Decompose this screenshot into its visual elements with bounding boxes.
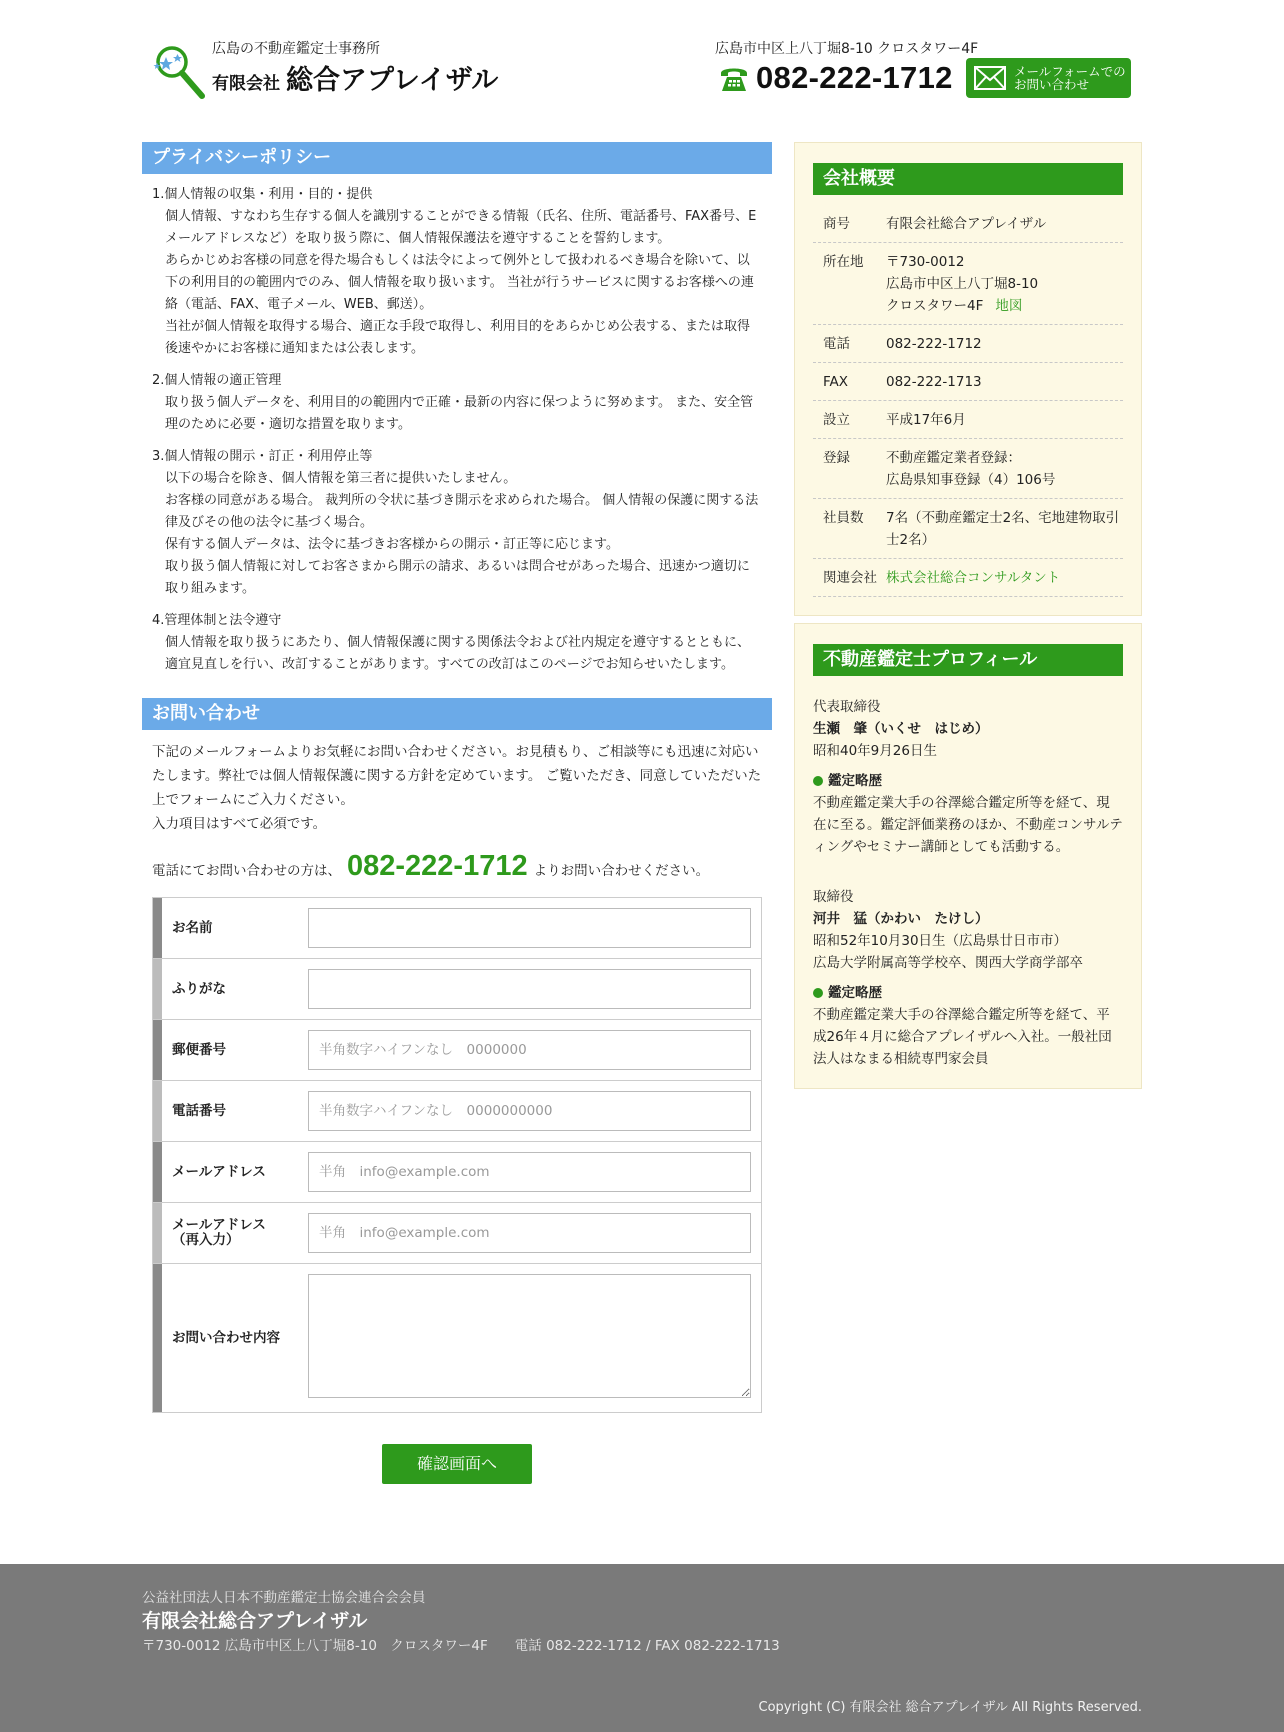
- related-company-link[interactable]: 株式会社総合コンサルタント: [886, 570, 1061, 586]
- contact-title: お問い合わせ: [142, 698, 772, 730]
- main-content: [142, 142, 772, 1484]
- row-key: 電話: [823, 336, 850, 352]
- table-row: [813, 559, 1123, 597]
- row-value: 082-222-1712: [886, 336, 982, 352]
- person-role: 代表取締役: [813, 699, 881, 715]
- form-row-postal: [153, 1020, 761, 1081]
- site-footer: [0, 1564, 1284, 1732]
- form-row-email-confirm: [153, 1203, 761, 1264]
- logo-company-prefix: 有限会社: [212, 74, 280, 94]
- furigana-input[interactable]: [308, 969, 751, 1009]
- logo-company-name[interactable]: [212, 58, 498, 97]
- envelope-icon: [974, 66, 1006, 90]
- address-line: 広島市中区上八丁堀8-10: [886, 276, 1039, 292]
- footer-address: 〒730-0012 広島市中区上八丁堀8-10 クロスタワー4F 電話 082-222-1712 / FAX 082-222-1713: [142, 1638, 780, 1654]
- table-row: [813, 205, 1123, 243]
- bullet-dot-icon: [813, 776, 823, 786]
- header-phone[interactable]: [718, 60, 953, 96]
- table-row: [813, 363, 1123, 401]
- email-confirm-label-2: （再入力）: [172, 1232, 240, 1248]
- policy-paragraph: 保有する個人データは、法令に基づきお客様からの開示・訂正等に応じます。: [165, 537, 619, 552]
- contact-phone-number[interactable]: 082-222-1712: [347, 850, 528, 882]
- career-heading: [813, 770, 1123, 792]
- registration-line2: 広島県知事登録（4）106号: [886, 472, 1056, 488]
- person-birth: 昭和40年9月26日生: [813, 743, 937, 759]
- row-key: 関連会社: [823, 570, 877, 586]
- person-birth: 昭和52年10月30日生（広島県廿日市市）: [813, 933, 1068, 949]
- table-row: [813, 439, 1123, 499]
- email-label: メールアドレス: [172, 1163, 266, 1180]
- contact-phone-suffix: よりお問い合わせください。: [533, 863, 710, 879]
- contact-intro-text: 下記のメールフォームよりお気軽にお問い合わせください。お見積もり、ご相談等にも迅速に対応いたします。弊社では個人情報保護に関する方針を定めています。 ご覧いただき、同意していただいた上でフォームにご入力ください。: [152, 744, 762, 808]
- person-name: 生瀬 肇（いくせ はじめ）: [813, 721, 989, 737]
- logo-tagline: 広島の不動産鑑定士事務所: [212, 41, 380, 57]
- policy-paragraph: 個人情報、すなわち生存する個人を識別することができる情報（氏名、住所、電話番号、FAX番号、Eメールアドレスなど）を取り扱う際に、個人情報保護法を遵守することを誓約します。: [165, 209, 757, 246]
- policy-heading: 4.管理体制と法令遵守: [152, 613, 282, 628]
- career-heading-text: 鑑定略歴: [828, 985, 882, 1001]
- name-label: お名前: [172, 919, 213, 936]
- message-textarea[interactable]: [308, 1274, 751, 1398]
- policy-paragraph: 以下の場合を除き、個人情報を第三者に提供いたしません。: [165, 471, 517, 486]
- policy-paragraph: 取り扱う個人情報に対してお客さまから開示の請求、あるいは問合せがあった場合、迅速かつ適切に取り組みます。: [165, 559, 750, 596]
- person-role: 取締役: [813, 889, 854, 905]
- contact-intro: [142, 730, 772, 836]
- company-title: 会社概要: [813, 163, 1123, 195]
- header-address: 広島市中区上八丁堀8-10 クロスタワー4F: [715, 41, 979, 57]
- phone-input[interactable]: [308, 1091, 751, 1131]
- form-row-name: [153, 898, 761, 959]
- name-input[interactable]: [308, 908, 751, 948]
- phone-label: 電話番号: [172, 1102, 226, 1119]
- career-heading: [813, 982, 1123, 1004]
- policy-item: [152, 446, 762, 600]
- profile-person: [813, 696, 1123, 858]
- profile-box: [794, 623, 1142, 1089]
- mail-button-line1: メールフォームでの: [1014, 64, 1126, 79]
- contact-phone-line: [142, 836, 772, 883]
- mail-form-button-label: [1014, 65, 1126, 91]
- email-confirm-input[interactable]: [308, 1213, 751, 1253]
- form-row-email: [153, 1142, 761, 1203]
- row-value: 7名（不動産鑑定士2名、宅地建物取引士2名）: [886, 510, 1120, 548]
- postal-code: 〒730-0012: [886, 254, 965, 270]
- logo-company-main: 総合アプレイザル: [286, 65, 499, 96]
- career-heading-text: 鑑定略歴: [828, 773, 882, 789]
- policy-item: [152, 370, 762, 436]
- building-line: クロスタワー4F: [886, 298, 984, 314]
- person-school: 広島大学附属高等学校卒、関西大学商学部卒: [813, 955, 1083, 971]
- header-phone-number: 082-222-1712: [756, 60, 953, 95]
- company-overview-box: [794, 142, 1142, 616]
- confirm-button[interactable]: 確認画面へ: [382, 1444, 532, 1484]
- form-row-message: [153, 1264, 761, 1412]
- email-input[interactable]: [308, 1152, 751, 1192]
- contact-required-note: 入力項目はすべて必須です。: [152, 816, 327, 832]
- privacy-title: プライバシーポリシー: [142, 142, 772, 174]
- site-header: [0, 0, 1284, 130]
- row-key: FAX: [823, 374, 849, 390]
- row-key: 商号: [823, 216, 850, 232]
- telephone-icon: [718, 62, 750, 94]
- footer-copyright: Copyright (C) 有限会社 総合アプレイザル All Rights Reserved.: [758, 1700, 1142, 1715]
- profile-person: [813, 886, 1123, 1070]
- policy-paragraph: お客様の同意がある場合。 裁判所の令状に基づき開示を求められた場合。 個人情報の保護に関する法律及びその他の法令に基づく場合。: [165, 493, 759, 530]
- footer-company-name: 有限会社総合アプレイザル: [142, 1610, 368, 1632]
- person-name: 河井 猛（かわい たけし）: [813, 911, 989, 927]
- row-value: 平成17年6月: [886, 412, 966, 428]
- person-career: 不動産鑑定業大手の谷澤総合鑑定所等を経て、平成26年４月に総合アプレイザルへ入社。一般社団法人はなまる相続専門家会員: [813, 1007, 1112, 1067]
- registration-line1: 不動産鑑定業者登録：: [886, 450, 1021, 466]
- postal-code-input[interactable]: [308, 1030, 751, 1070]
- row-key: 所在地: [823, 254, 864, 270]
- policy-item: [152, 610, 762, 676]
- message-label: お問い合わせ内容: [172, 1329, 280, 1346]
- footer-association: 公益社団法人日本不動産鑑定士協会連合会会員: [142, 1590, 426, 1606]
- policy-heading: 3.個人情報の開示・訂正・利用停止等: [152, 449, 373, 464]
- table-row: [813, 499, 1123, 559]
- mail-form-button[interactable]: [966, 58, 1131, 98]
- contact-phone-prefix: 電話にてお問い合わせの方は、: [152, 863, 341, 879]
- row-key: 設立: [823, 412, 850, 428]
- row-value: 有限会社総合アプレイザル: [886, 216, 1047, 232]
- table-row: [813, 243, 1123, 325]
- row-value: [886, 447, 1123, 491]
- row-value: 082-222-1713: [886, 374, 982, 390]
- row-key: 登録: [823, 450, 850, 466]
- furigana-label: ふりがな: [172, 980, 226, 997]
- email-confirm-label-1: メールアドレス: [172, 1217, 266, 1233]
- policy-item: [152, 184, 762, 360]
- policy-paragraph: あらかじめお客様の同意を得た場合もしくは法令によって例外として扱われるべき場合を除いて、以下の利用目的の範囲内でのみ、個人情報を取り扱います。 当社が行うサービスに関するお客様への連絡（電話、FAX、電子メール、WEB、郵送）。: [165, 253, 754, 312]
- postal-label: 郵便番号: [172, 1041, 226, 1058]
- contact-form: [152, 897, 762, 1413]
- bullet-dot-icon: [813, 988, 823, 998]
- mail-button-line2: お問い合わせ: [1014, 77, 1090, 92]
- form-row-furigana: [153, 959, 761, 1020]
- profile-title: 不動産鑑定士プロフィール: [813, 644, 1123, 676]
- policy-paragraph: 個人情報を取り扱うにあたり、個人情報保護に関する関係法令および社内規定を遵守するとともに、適宜見直しを行い、改訂することがあります。すべての改訂はこのページでお知らせいたします。: [165, 635, 751, 672]
- form-row-phone: [153, 1081, 761, 1142]
- company-table: [813, 205, 1123, 597]
- policy-paragraph: 当社が個人情報を取得する場合、適正な手段で取得し、利用目的をあらかじめ公表する、または取得後速やかにお客様に通知または公表します。: [165, 319, 751, 356]
- policy-paragraph: 取り扱う個人データを、利用目的の範囲内で正確・最新の内容に保つように努めます。 また、安全管理のために必要・適切な措置を取ります。: [165, 395, 754, 432]
- table-row: [813, 401, 1123, 439]
- row-value: [886, 251, 1123, 317]
- policy-heading: 1.個人情報の収集・利用・目的・提供: [152, 187, 373, 202]
- map-link[interactable]: 地図: [995, 298, 1023, 314]
- policy-heading: 2.個人情報の適正管理: [152, 373, 282, 388]
- privacy-policy: [142, 174, 772, 676]
- table-row: [813, 325, 1123, 363]
- row-key: 社員数: [823, 510, 864, 526]
- magnifier-logo-icon: [152, 44, 208, 100]
- profile-list: [813, 696, 1123, 1070]
- person-career: 不動産鑑定業大手の谷澤総合鑑定所等を経て、現在に至る。鑑定評価業務のほか、不動産コンサルティングやセミナー講師としても活動する。: [813, 795, 1123, 855]
- email-confirm-label: [162, 1203, 308, 1263]
